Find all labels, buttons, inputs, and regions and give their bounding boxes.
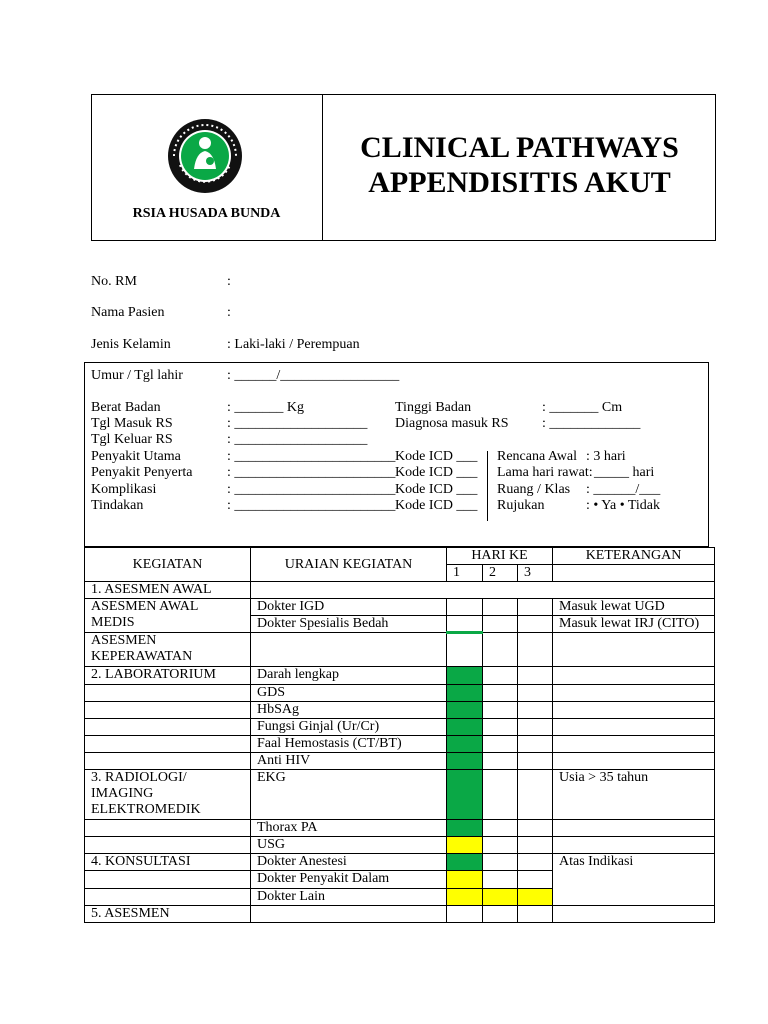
day-2-cell[interactable] bbox=[483, 854, 518, 871]
header-day-1: 1 bbox=[447, 565, 483, 582]
table-row bbox=[85, 753, 715, 770]
rencana-label: Rencana Awal bbox=[497, 449, 577, 464]
header-kegiatan: KEGIATAN bbox=[85, 548, 251, 582]
day-2-cell[interactable] bbox=[483, 736, 518, 753]
kode-icd-tindakan[interactable]: Kode ICD ___ bbox=[395, 498, 478, 513]
header-hari-ke: HARI KE bbox=[447, 548, 553, 565]
komplikasi-label: Komplikasi bbox=[91, 482, 157, 497]
kegiatan-cell: 5. ASESMEN bbox=[85, 906, 251, 923]
day-1-cell[interactable] bbox=[447, 702, 483, 719]
day-2-cell[interactable] bbox=[483, 702, 518, 719]
keterangan-cell bbox=[553, 633, 715, 667]
day-2-cell[interactable] bbox=[483, 871, 518, 889]
penyakit-penyerta-field[interactable]: : _______________________ bbox=[227, 465, 396, 480]
uraian-cell: Fungsi Ginjal (Ur/Cr) bbox=[251, 719, 447, 736]
kode-icd-komplikasi[interactable]: Kode ICD ___ bbox=[395, 482, 478, 497]
penyakit-utama-label: Penyakit Utama bbox=[91, 449, 181, 464]
header-day-3: 3 bbox=[518, 565, 553, 582]
uraian-cell: Darah lengkap bbox=[251, 667, 447, 685]
day-2-cell[interactable] bbox=[483, 667, 518, 685]
table-row bbox=[85, 582, 715, 599]
kegiatan-cell bbox=[85, 837, 251, 854]
table-row bbox=[85, 854, 715, 871]
kode-icd-utama[interactable]: Kode ICD ___ bbox=[395, 449, 478, 464]
keterangan-cell: Atas Indikasi bbox=[553, 854, 715, 906]
day-1-cell[interactable] bbox=[447, 599, 483, 616]
rujukan-label: Rujukan bbox=[497, 498, 545, 513]
header-day-2: 2 bbox=[483, 565, 518, 582]
komplikasi-field[interactable]: : _______________________ bbox=[227, 482, 396, 497]
day-3-cell[interactable] bbox=[518, 820, 553, 837]
penyakit-utama-field[interactable]: : _______________________ bbox=[227, 449, 396, 464]
tgl-keluar-label: Tgl Keluar RS bbox=[91, 432, 173, 447]
day-2-cell[interactable] bbox=[483, 753, 518, 770]
keterangan-cell bbox=[553, 906, 715, 923]
section-blank-cell bbox=[251, 582, 715, 599]
diagnosa-field[interactable]: : _____________ bbox=[542, 416, 641, 431]
table-row bbox=[85, 736, 715, 753]
kegiatan-cell bbox=[85, 719, 251, 736]
keterangan-cell bbox=[553, 837, 715, 854]
day-2-cell[interactable] bbox=[483, 719, 518, 736]
day-1-cell[interactable] bbox=[447, 616, 483, 633]
table-row bbox=[85, 667, 715, 685]
uraian-cell: Faal Hemostasis (CT/BT) bbox=[251, 736, 447, 753]
tindakan-label: Tindakan bbox=[91, 498, 144, 513]
uraian-cell: Dokter IGD bbox=[251, 599, 447, 616]
keterangan-cell bbox=[553, 736, 715, 753]
day-2-cell[interactable] bbox=[483, 599, 518, 616]
kegiatan-cell bbox=[85, 753, 251, 770]
day-1-cell[interactable] bbox=[447, 854, 483, 871]
day-2-cell[interactable] bbox=[483, 633, 518, 667]
day-3-cell[interactable] bbox=[518, 719, 553, 736]
tinggi-label: Tinggi Badan bbox=[395, 400, 472, 415]
table-row bbox=[85, 599, 715, 616]
kegiatan-cell: ASESMEN AWAL MEDIS bbox=[85, 599, 251, 633]
diagnosa-label: Diagnosa masuk RS bbox=[395, 416, 509, 431]
day-1-cell[interactable] bbox=[447, 906, 483, 923]
day-1-cell[interactable] bbox=[447, 685, 483, 702]
table-row bbox=[85, 820, 715, 837]
lama-rawat-field[interactable]: _____ hari bbox=[594, 465, 655, 480]
keterangan-cell: Masuk lewat IRJ (CITO) bbox=[553, 616, 715, 633]
day-3-cell[interactable] bbox=[518, 871, 553, 889]
hospital-logo-icon bbox=[166, 117, 244, 195]
kegiatan-cell bbox=[85, 736, 251, 753]
uraian-cell: Dokter Lain bbox=[251, 889, 447, 906]
keterangan-cell bbox=[553, 719, 715, 736]
day-1-cell[interactable] bbox=[447, 820, 483, 837]
day-1-cell[interactable] bbox=[447, 837, 483, 854]
day-1-cell[interactable] bbox=[447, 770, 483, 820]
day-3-cell[interactable] bbox=[518, 854, 553, 871]
jenis-kelamin-label: Jenis Kelamin bbox=[91, 337, 171, 352]
kode-icd-penyerta[interactable]: Kode ICD ___ bbox=[395, 465, 478, 480]
header-uraian: URAIAN KEGIATAN bbox=[251, 548, 447, 582]
keterangan-cell bbox=[553, 685, 715, 702]
kegiatan-cell: 4. KONSULTASI bbox=[85, 854, 251, 871]
keterangan-cell: Usia > 35 tahun bbox=[553, 770, 715, 820]
uraian-cell: Dokter Spesialis Bedah bbox=[251, 616, 447, 633]
day-2-cell[interactable] bbox=[483, 820, 518, 837]
day-3-cell[interactable] bbox=[518, 633, 553, 667]
kegiatan-cell bbox=[85, 871, 251, 889]
ruang-klas-label: Ruang / Klas bbox=[497, 482, 571, 497]
berat-label: Berat Badan bbox=[91, 400, 161, 415]
ruang-klas-field[interactable]: : ______/___ bbox=[586, 482, 661, 497]
day-2-cell[interactable] bbox=[483, 770, 518, 820]
day-2-cell[interactable] bbox=[483, 616, 518, 633]
title-line-1: CLINICAL PATHWAYS bbox=[360, 131, 679, 164]
info-separator bbox=[487, 451, 488, 521]
no-rm-label: No. RM bbox=[91, 274, 137, 289]
uraian-cell: EKG bbox=[251, 770, 447, 820]
rujukan-options[interactable]: : • Ya • Tidak bbox=[586, 498, 661, 513]
nama-pasien-label: Nama Pasien bbox=[91, 305, 165, 320]
day-3-cell[interactable] bbox=[518, 667, 553, 685]
kegiatan-cell: ASESMEN KEPERAWATAN bbox=[85, 633, 251, 667]
keterangan-cell bbox=[553, 820, 715, 837]
day-3-cell[interactable] bbox=[518, 837, 553, 854]
umur-field[interactable]: : ______/_________________ bbox=[227, 368, 400, 383]
day-1-cell[interactable] bbox=[447, 753, 483, 770]
uraian-cell: Thorax PA bbox=[251, 820, 447, 837]
title-line-2: APPENDISITIS AKUT bbox=[368, 166, 671, 199]
header-keterangan: KETERANGAN bbox=[553, 548, 715, 565]
day-1-cell[interactable] bbox=[447, 889, 483, 906]
table-row bbox=[85, 906, 715, 923]
tgl-masuk-field[interactable]: : ___________________ bbox=[227, 416, 368, 431]
tindakan-field[interactable]: : _______________________ bbox=[227, 498, 396, 513]
tinggi-field[interactable]: : _______ Cm bbox=[542, 400, 623, 415]
kegiatan-cell bbox=[85, 820, 251, 837]
kegiatan-cell bbox=[85, 889, 251, 906]
kegiatan-cell bbox=[85, 685, 251, 702]
keterangan-cell bbox=[553, 702, 715, 719]
nama-pasien-value[interactable]: : bbox=[227, 305, 231, 320]
uraian-cell: GDS bbox=[251, 685, 447, 702]
uraian-cell: USG bbox=[251, 837, 447, 854]
kegiatan-cell: 2. LABORATORIUM bbox=[85, 667, 251, 685]
jenis-kelamin-value[interactable]: : Laki-laki / Perempuan bbox=[227, 337, 360, 352]
day-3-cell[interactable] bbox=[518, 702, 553, 719]
table-row bbox=[85, 719, 715, 736]
uraian-cell bbox=[251, 633, 447, 667]
day-1-cell[interactable] bbox=[447, 871, 483, 889]
tgl-masuk-label: Tgl Masuk RS bbox=[91, 416, 173, 431]
day-2-cell[interactable] bbox=[483, 685, 518, 702]
uraian-cell: Dokter Anestesi bbox=[251, 854, 447, 871]
day-3-cell[interactable] bbox=[518, 736, 553, 753]
table-row bbox=[85, 685, 715, 702]
kegiatan-cell bbox=[85, 702, 251, 719]
uraian-cell bbox=[251, 906, 447, 923]
day-3-cell[interactable] bbox=[518, 616, 553, 633]
day-3-cell[interactable] bbox=[518, 889, 553, 906]
day-1-cell[interactable] bbox=[447, 736, 483, 753]
no-rm-value[interactable]: : bbox=[227, 274, 231, 289]
rencana-value: : 3 hari bbox=[586, 449, 626, 464]
day-3-cell[interactable] bbox=[518, 770, 553, 820]
day-2-cell[interactable] bbox=[483, 889, 518, 906]
day-1-cell[interactable] bbox=[447, 667, 483, 685]
day-1-cell[interactable] bbox=[447, 633, 483, 667]
kegiatan-cell: 3. RADIOLOGI/ IMAGING ELEKTROMEDIK bbox=[85, 770, 251, 820]
table-row bbox=[85, 702, 715, 719]
day-3-cell[interactable] bbox=[518, 906, 553, 923]
day-2-cell[interactable] bbox=[483, 837, 518, 854]
table-row bbox=[85, 837, 715, 854]
table-row bbox=[85, 770, 715, 820]
day-3-cell[interactable] bbox=[518, 753, 553, 770]
kegiatan-cell: 1. ASESMEN AWAL bbox=[85, 582, 251, 599]
keterangan-cell bbox=[553, 753, 715, 770]
day-2-cell[interactable] bbox=[483, 906, 518, 923]
table-header-row bbox=[85, 548, 715, 565]
day-3-cell[interactable] bbox=[518, 599, 553, 616]
hospital-name: RSIA HUSADA BUNDA bbox=[132, 206, 281, 221]
penyakit-penyerta-label: Penyakit Penyerta bbox=[91, 465, 193, 480]
uraian-cell: Anti HIV bbox=[251, 753, 447, 770]
lama-rawat-label: Lama hari rawat: bbox=[497, 465, 593, 480]
day-3-cell[interactable] bbox=[518, 685, 553, 702]
day-1-cell[interactable] bbox=[447, 719, 483, 736]
berat-field[interactable]: : _______ Kg bbox=[227, 400, 304, 415]
uraian-cell: Dokter Penyakit Dalam bbox=[251, 871, 447, 889]
keterangan-cell bbox=[553, 667, 715, 685]
header-keterangan-blank bbox=[553, 565, 715, 582]
keterangan-cell: Masuk lewat UGD bbox=[553, 599, 715, 616]
umur-label: Umur / Tgl lahir bbox=[91, 368, 183, 383]
table-row bbox=[85, 633, 715, 667]
uraian-cell: HbSAg bbox=[251, 702, 447, 719]
pathway-table bbox=[84, 547, 715, 923]
tgl-keluar-field[interactable]: : ___________________ bbox=[227, 432, 368, 447]
